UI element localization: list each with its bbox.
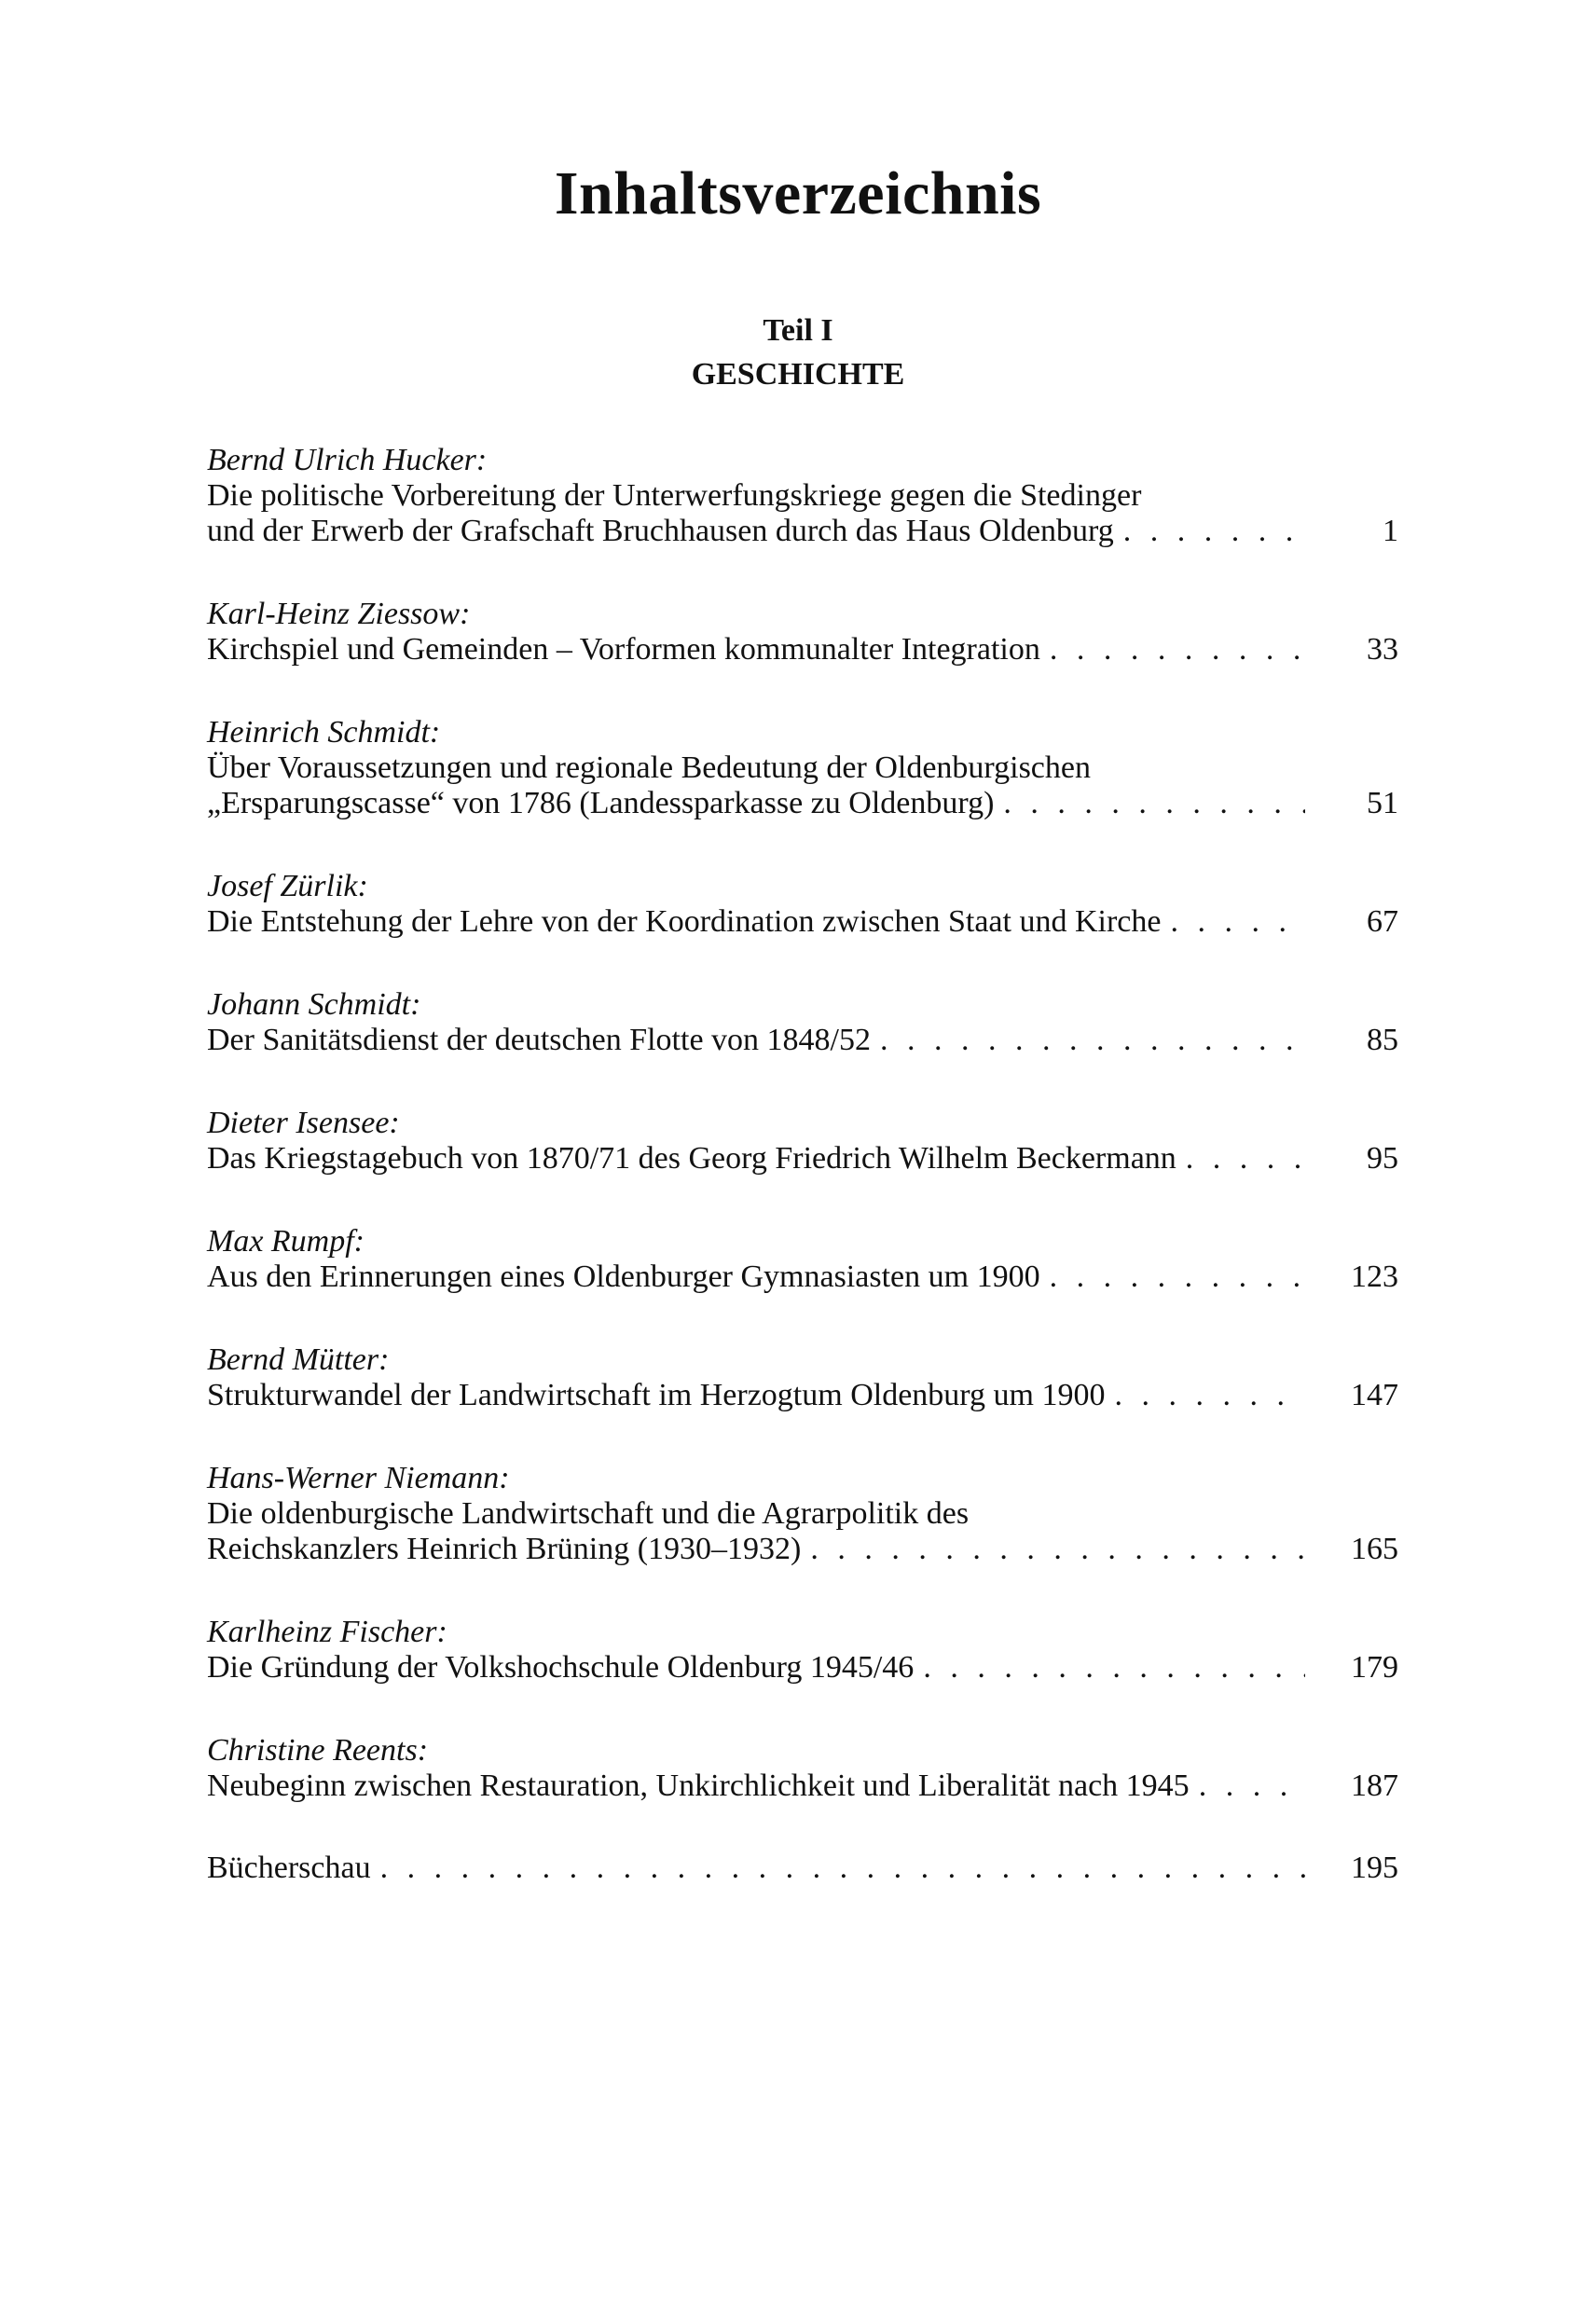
toc-author: Josef Zürlik:	[207, 869, 368, 903]
dot-leader	[1123, 514, 1305, 549]
toc-entry	[207, 1106, 1398, 1177]
toc-title-line: „Ersparungscasse“ von 1786 (Landessparkasse zu Oldenburg)	[207, 786, 995, 820]
toc-line	[207, 1650, 1398, 1686]
toc-line	[207, 1496, 1398, 1532]
toc-title-line: Die Gründung der Volkshochschule Oldenburg 1945/46	[207, 1650, 915, 1685]
toc-line	[207, 786, 1398, 821]
toc-page-number: 67	[1367, 904, 1398, 939]
toc-line	[207, 904, 1398, 940]
toc-page-number: 51	[1367, 786, 1398, 820]
toc-page-number: 179	[1351, 1650, 1398, 1685]
toc-page-number: 147	[1351, 1378, 1398, 1412]
toc-author: Bernd Ulrich Hucker:	[207, 443, 488, 477]
toc-author: Hans-Werner Niemann:	[207, 1461, 510, 1495]
toc-page-number: 165	[1351, 1532, 1398, 1566]
toc-entry	[207, 1224, 1398, 1295]
toc-entry	[207, 1733, 1398, 1804]
toc-title-line: Über Voraussetzungen und regionale Bedeutung der Oldenburgischen	[207, 750, 1091, 785]
toc-title-line: Neubeginn zwischen Restauration, Unkirchlichkeit und Liberalität nach 1945	[207, 1768, 1190, 1803]
dot-leader	[1114, 1378, 1305, 1413]
toc-line	[207, 632, 1398, 667]
toc-entry	[207, 1851, 1398, 1886]
toc-line	[207, 1851, 1398, 1886]
toc-line	[207, 750, 1398, 786]
page-title: Inhaltsverzeichnis	[554, 159, 1042, 227]
toc-author: Dieter Isensee:	[207, 1106, 400, 1140]
toc-page-number: 85	[1367, 1023, 1398, 1057]
dot-leader	[1003, 786, 1305, 821]
dot-leader	[1050, 1259, 1305, 1295]
dot-leader	[1050, 632, 1305, 667]
dot-leader	[1170, 904, 1305, 940]
toc-title-line: und der Erwerb der Grafschaft Bruchhausen durch das Haus Oldenburg	[207, 514, 1114, 548]
toc-entry	[207, 1342, 1398, 1413]
toc-entry	[207, 597, 1398, 667]
toc-entry	[207, 869, 1398, 940]
toc-author: Bernd Mütter:	[207, 1342, 390, 1377]
toc-author: Karl-Heinz Ziessow:	[207, 597, 471, 631]
toc-page-number: 187	[1351, 1768, 1398, 1803]
toc-line	[207, 1532, 1398, 1567]
toc-title-line: Strukturwandel der Landwirtschaft im Herzogtum Oldenburg um 1900	[207, 1378, 1106, 1412]
toc-line	[207, 1141, 1398, 1177]
toc-line	[207, 1023, 1398, 1058]
toc-title-line: Reichskanzlers Heinrich Brüning (1930–1932)	[207, 1532, 802, 1566]
toc-title-line: Die politische Vorbereitung der Unterwerfungskriege gegen die Stedinger	[207, 478, 1142, 513]
toc-line	[207, 1259, 1398, 1295]
toc-entry	[207, 987, 1398, 1058]
toc-page-number: 1	[1383, 514, 1398, 548]
dot-leader	[923, 1650, 1305, 1686]
toc-author: Karlheinz Fischer:	[207, 1615, 447, 1649]
toc-page-number: 95	[1367, 1141, 1398, 1176]
toc-entry	[207, 715, 1398, 821]
dot-leader	[1186, 1141, 1305, 1177]
dot-leader	[380, 1851, 1305, 1886]
toc-line	[207, 478, 1398, 514]
toc-author: Max Rumpf:	[207, 1224, 365, 1259]
dot-leader	[880, 1023, 1305, 1058]
toc-title-line: Bücherschau	[207, 1851, 371, 1885]
toc-title-line: Die Entstehung der Lehre von der Koordination zwischen Staat und Kirche	[207, 904, 1162, 939]
toc-page-number: 33	[1367, 632, 1398, 667]
toc-page-number: 195	[1351, 1851, 1398, 1885]
toc-line	[207, 1768, 1398, 1804]
toc-author: Christine Reents:	[207, 1733, 429, 1768]
toc-page-number: 123	[1351, 1259, 1398, 1294]
toc-author: Heinrich Schmidt:	[207, 715, 441, 750]
dot-leader	[810, 1532, 1305, 1567]
toc-entry	[207, 1461, 1398, 1567]
toc-title-line: Die oldenburgische Landwirtschaft und die Agrarpolitik des	[207, 1496, 970, 1531]
toc-title-line: Das Kriegstagebuch von 1870/71 des Georg Friedrich Wilhelm Beckermann	[207, 1141, 1176, 1176]
dot-leader	[1199, 1768, 1305, 1804]
toc-entry	[207, 1615, 1398, 1686]
toc-author: Johann Schmidt:	[207, 987, 421, 1022]
toc-line	[207, 1378, 1398, 1413]
toc-title-line: Aus den Erinnerungen eines Oldenburger Gymnasiasten um 1900	[207, 1259, 1040, 1294]
toc-title-line: Kirchspiel und Gemeinden – Vorformen kommunalter Integration	[207, 632, 1040, 667]
toc-entry	[207, 443, 1398, 549]
part-label: Teil I	[763, 313, 833, 348]
toc-line	[207, 514, 1398, 549]
toc-title-line: Der Sanitätsdienst der deutschen Flotte von 1848/52	[207, 1023, 871, 1057]
part-name: GESCHICHTE	[691, 357, 905, 392]
